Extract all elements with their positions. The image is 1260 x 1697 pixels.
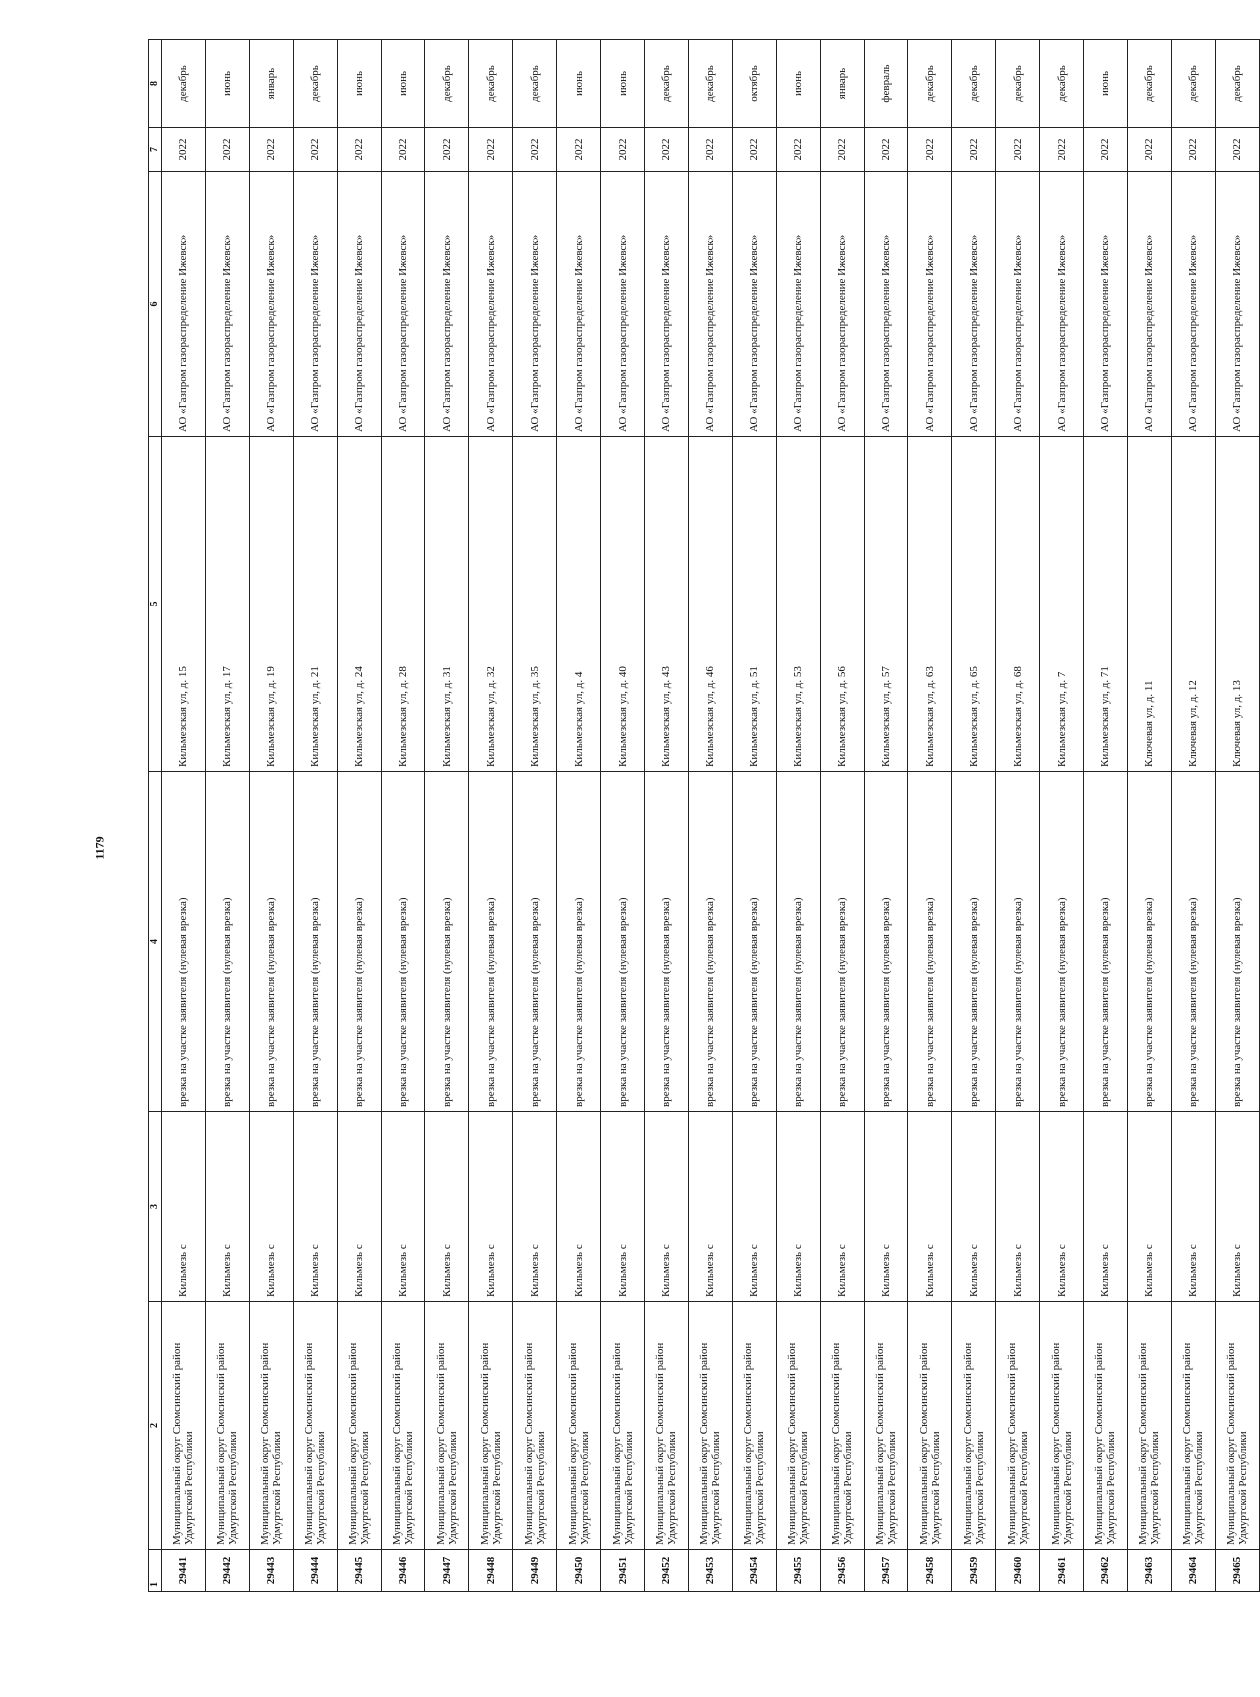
connection-type-cell: врезка на участке заявителя (нулевая врезка) (864, 772, 908, 1112)
municipality-cell: Муниципальный округ Сюмсинский район Удмуртской Республики (908, 1302, 952, 1550)
connection-type-cell: врезка на участке заявителя (нулевая врезка) (1040, 772, 1084, 1112)
organization-cell: АО «Газпром газораспределение Ижевск» (425, 172, 469, 437)
settlement-cell: Кильмезь с (293, 1112, 337, 1302)
address-cell: Ключевая ул, д. 12 (1171, 437, 1215, 772)
organization-cell: АО «Газпром газораспределение Ижевск» (1171, 172, 1215, 437)
connection-type-cell: врезка на участке заявителя (нулевая врезка) (425, 772, 469, 1112)
settlement-cell: Кильмезь с (1171, 1112, 1215, 1302)
table-row (1215, 40, 1259, 1592)
month-cell: декабрь (644, 40, 688, 128)
year-cell: 2022 (776, 128, 820, 172)
municipality-cell: Муниципальный округ Сюмсинский район Удмуртской Республики (688, 1302, 732, 1550)
municipality-cell: Муниципальный округ Сюмсинский район Удмуртской Республики (337, 1302, 381, 1550)
address-cell: Кильмезская ул, д. 43 (644, 437, 688, 772)
column-header: 6 (149, 172, 162, 437)
organization-cell: АО «Газпром газораспределение Ижевск» (513, 172, 557, 437)
table-row (557, 40, 601, 1592)
organization-cell: АО «Газпром газораспределение Ижевск» (644, 172, 688, 437)
table-row (952, 40, 996, 1592)
municipality-cell: Муниципальный округ Сюмсинский район Удмуртской Республики (996, 1302, 1040, 1550)
address-cell: Кильмезская ул, д. 31 (425, 437, 469, 772)
row-number-cell: 29446 (381, 1550, 425, 1592)
table-row (249, 40, 293, 1592)
municipality-cell: Муниципальный округ Сюмсинский район Удмуртской Республики (1127, 1302, 1171, 1550)
month-cell: июнь (337, 40, 381, 128)
connection-type-cell: врезка на участке заявителя (нулевая врезка) (1127, 772, 1171, 1112)
year-cell: 2022 (162, 128, 206, 172)
address-cell: Кильмезская ул, д. 28 (381, 437, 425, 772)
organization-cell: АО «Газпром газораспределение Ижевск» (908, 172, 952, 437)
address-cell: Ключевая ул, д. 11 (1127, 437, 1171, 772)
month-cell: декабрь (469, 40, 513, 128)
table-row (162, 40, 206, 1592)
month-cell: июнь (381, 40, 425, 128)
month-cell: январь (820, 40, 864, 128)
address-cell: Ключевая ул, д. 13 (1215, 437, 1259, 772)
table-row (776, 40, 820, 1592)
year-cell: 2022 (557, 128, 601, 172)
table-row (381, 40, 425, 1592)
organization-cell: АО «Газпром газораспределение Ижевск» (557, 172, 601, 437)
month-cell: декабрь (513, 40, 557, 128)
municipality-cell: Муниципальный округ Сюмсинский район Удмуртской Республики (732, 1302, 776, 1550)
month-cell: декабрь (1040, 40, 1084, 128)
year-cell: 2022 (820, 128, 864, 172)
settlement-cell: Кильмезь с (381, 1112, 425, 1302)
municipality-cell: Муниципальный округ Сюмсинский район Удмуртской Республики (425, 1302, 469, 1550)
connection-type-cell: врезка на участке заявителя (нулевая врезка) (820, 772, 864, 1112)
table-body (162, 40, 1260, 1592)
row-number-cell: 29455 (776, 1550, 820, 1592)
organization-cell: АО «Газпром газораспределение Ижевск» (820, 172, 864, 437)
table-row (205, 40, 249, 1592)
row-number-cell: 29448 (469, 1550, 513, 1592)
settlement-cell: Кильмезь с (1215, 1112, 1259, 1302)
organization-cell: АО «Газпром газораспределение Ижевск» (162, 172, 206, 437)
year-cell: 2022 (644, 128, 688, 172)
organization-cell: АО «Газпром газораспределение Ижевск» (952, 172, 996, 437)
column-number-row (149, 40, 162, 1592)
municipality-cell: Муниципальный округ Сюмсинский район Удмуртской Республики (601, 1302, 645, 1550)
row-number-cell: 29465 (1215, 1550, 1259, 1592)
month-cell: декабрь (425, 40, 469, 128)
settlement-cell: Кильмезь с (162, 1112, 206, 1302)
month-cell: июнь (557, 40, 601, 128)
connection-type-cell: врезка на участке заявителя (нулевая врезка) (908, 772, 952, 1112)
row-number-cell: 29457 (864, 1550, 908, 1592)
municipality-cell: Муниципальный округ Сюмсинский район Удмуртской Республики (557, 1302, 601, 1550)
year-cell: 2022 (249, 128, 293, 172)
year-cell: 2022 (732, 128, 776, 172)
year-cell: 2022 (381, 128, 425, 172)
organization-cell: АО «Газпром газораспределение Ижевск» (337, 172, 381, 437)
year-cell: 2022 (952, 128, 996, 172)
connection-type-cell: врезка на участке заявителя (нулевая врезка) (776, 772, 820, 1112)
month-cell: февраль (864, 40, 908, 128)
row-number-cell: 29458 (908, 1550, 952, 1592)
row-number-cell: 29450 (557, 1550, 601, 1592)
organization-cell: АО «Газпром газораспределение Ижевск» (381, 172, 425, 437)
column-header: 3 (149, 1112, 162, 1302)
row-number-cell: 29447 (425, 1550, 469, 1592)
organization-cell: АО «Газпром газораспределение Ижевск» (293, 172, 337, 437)
organization-cell: АО «Газпром газораспределение Ижевск» (776, 172, 820, 437)
row-number-cell: 29445 (337, 1550, 381, 1592)
address-cell: Кильмезская ул, д. 56 (820, 437, 864, 772)
year-cell: 2022 (688, 128, 732, 172)
month-cell: январь (249, 40, 293, 128)
year-cell: 2022 (1127, 128, 1171, 172)
connection-type-cell: врезка на участке заявителя (нулевая врезка) (293, 772, 337, 1112)
month-cell: декабрь (1215, 40, 1259, 128)
row-number-cell: 29460 (996, 1550, 1040, 1592)
settlement-cell: Кильмезь с (1084, 1112, 1128, 1302)
connection-type-cell: врезка на участке заявителя (нулевая врезка) (601, 772, 645, 1112)
address-cell: Кильмезская ул, д. 15 (162, 437, 206, 772)
table-row (688, 40, 732, 1592)
row-number-cell: 29449 (513, 1550, 557, 1592)
table-row (732, 40, 776, 1592)
month-cell: декабрь (1171, 40, 1215, 128)
connection-type-cell: врезка на участке заявителя (нулевая врезка) (205, 772, 249, 1112)
month-cell: декабрь (996, 40, 1040, 128)
row-number-cell: 29459 (952, 1550, 996, 1592)
year-cell: 2022 (864, 128, 908, 172)
address-cell: Кильмезская ул, д. 68 (996, 437, 1040, 772)
row-number-cell: 29442 (205, 1550, 249, 1592)
table-row (293, 40, 337, 1592)
table-row (820, 40, 864, 1592)
table-row (425, 40, 469, 1592)
settlement-cell: Кильмезь с (601, 1112, 645, 1302)
municipality-cell: Муниципальный округ Сюмсинский район Удмуртской Республики (644, 1302, 688, 1550)
settlement-cell: Кильмезь с (644, 1112, 688, 1302)
organization-cell: АО «Газпром газораспределение Ижевск» (1127, 172, 1171, 437)
address-cell: Кильмезская ул, д. 17 (205, 437, 249, 772)
organization-cell: АО «Газпром газораспределение Ижевск» (688, 172, 732, 437)
organization-cell: АО «Газпром газораспределение Ижевск» (1215, 172, 1259, 437)
address-cell: Кильмезская ул, д. 65 (952, 437, 996, 772)
rotated-table-frame (148, 40, 1260, 1592)
connection-type-cell: врезка на участке заявителя (нулевая врезка) (513, 772, 557, 1112)
table-row (1171, 40, 1215, 1592)
row-number-cell: 29464 (1171, 1550, 1215, 1592)
month-cell: июнь (205, 40, 249, 128)
settlement-cell: Кильмезь с (820, 1112, 864, 1302)
address-cell: Кильмезская ул, д. 32 (469, 437, 513, 772)
column-header: 1 (149, 1550, 162, 1592)
settlement-cell: Кильмезь с (908, 1112, 952, 1302)
address-cell: Кильмезская ул, д. 51 (732, 437, 776, 772)
row-number-cell: 29456 (820, 1550, 864, 1592)
table-container (148, 40, 1260, 1587)
address-cell: Кильмезская ул, д. 57 (864, 437, 908, 772)
month-cell: июнь (601, 40, 645, 128)
settlement-cell: Кильмезь с (688, 1112, 732, 1302)
table-row (908, 40, 952, 1592)
address-cell: Кильмезская ул, д. 53 (776, 437, 820, 772)
year-cell: 2022 (293, 128, 337, 172)
connection-type-cell: врезка на участке заявителя (нулевая врезка) (1084, 772, 1128, 1112)
organization-cell: АО «Газпром газораспределение Ижевск» (732, 172, 776, 437)
municipality-cell: Муниципальный округ Сюмсинский район Удмуртской Республики (864, 1302, 908, 1550)
month-cell: июнь (1084, 40, 1128, 128)
row-number-cell: 29451 (601, 1550, 645, 1592)
address-cell: Кильмезская ул, д. 24 (337, 437, 381, 772)
municipality-cell: Муниципальный округ Сюмсинский район Удмуртской Республики (776, 1302, 820, 1550)
row-number-cell: 29452 (644, 1550, 688, 1592)
municipality-cell: Муниципальный округ Сюмсинский район Удмуртской Республики (381, 1302, 425, 1550)
settlement-cell: Кильмезь с (952, 1112, 996, 1302)
row-number-cell: 29441 (162, 1550, 206, 1592)
month-cell: июнь (776, 40, 820, 128)
table-row (644, 40, 688, 1592)
column-header: 4 (149, 772, 162, 1112)
settlement-cell: Кильмезь с (557, 1112, 601, 1302)
row-number-cell: 29454 (732, 1550, 776, 1592)
settlement-cell: Кильмезь с (337, 1112, 381, 1302)
connection-type-cell: врезка на участке заявителя (нулевая врезка) (952, 772, 996, 1112)
year-cell: 2022 (908, 128, 952, 172)
municipality-cell: Муниципальный округ Сюмсинский район Удмуртской Республики (162, 1302, 206, 1550)
connection-type-cell: врезка на участке заявителя (нулевая врезка) (1171, 772, 1215, 1112)
address-cell: Кильмезская ул, д. 4 (557, 437, 601, 772)
year-cell: 2022 (996, 128, 1040, 172)
year-cell: 2022 (601, 128, 645, 172)
row-number-cell: 29453 (688, 1550, 732, 1592)
municipality-cell: Муниципальный округ Сюмсинский район Удмуртской Республики (1171, 1302, 1215, 1550)
settlement-cell: Кильмезь с (864, 1112, 908, 1302)
column-header: 8 (149, 40, 162, 128)
connection-type-cell: врезка на участке заявителя (нулевая врезка) (996, 772, 1040, 1112)
municipality-cell: Муниципальный округ Сюмсинский район Удмуртской Республики (820, 1302, 864, 1550)
year-cell: 2022 (205, 128, 249, 172)
municipality-cell: Муниципальный округ Сюмсинский район Удмуртской Республики (249, 1302, 293, 1550)
table-row (1127, 40, 1171, 1592)
address-cell: Кильмезская ул, д. 19 (249, 437, 293, 772)
year-cell: 2022 (1084, 128, 1128, 172)
organization-cell: АО «Газпром газораспределение Ижевск» (864, 172, 908, 437)
municipality-cell: Муниципальный округ Сюмсинский район Удмуртской Республики (469, 1302, 513, 1550)
year-cell: 2022 (337, 128, 381, 172)
connection-type-cell: врезка на участке заявителя (нулевая врезка) (249, 772, 293, 1112)
settlement-cell: Кильмезь с (425, 1112, 469, 1302)
settlement-cell: Кильмезь с (732, 1112, 776, 1302)
column-header: 5 (149, 437, 162, 772)
row-number-cell: 29462 (1084, 1550, 1128, 1592)
row-number-cell: 29461 (1040, 1550, 1084, 1592)
table-row (864, 40, 908, 1592)
address-cell: Кильмезская ул, д. 46 (688, 437, 732, 772)
month-cell: октябрь (732, 40, 776, 128)
connection-type-cell: врезка на участке заявителя (нулевая врезка) (162, 772, 206, 1112)
municipality-cell: Муниципальный округ Сюмсинский район Удмуртской Республики (1215, 1302, 1259, 1550)
address-cell: Кильмезская ул, д. 40 (601, 437, 645, 772)
month-cell: декабрь (162, 40, 206, 128)
year-cell: 2022 (425, 128, 469, 172)
settlement-cell: Кильмезь с (1040, 1112, 1084, 1302)
municipality-cell: Муниципальный округ Сюмсинский район Удмуртской Республики (205, 1302, 249, 1550)
year-cell: 2022 (513, 128, 557, 172)
month-cell: декабрь (952, 40, 996, 128)
settlement-cell: Кильмезь с (249, 1112, 293, 1302)
year-cell: 2022 (469, 128, 513, 172)
address-cell: Кильмезская ул, д. 63 (908, 437, 952, 772)
connection-type-cell: врезка на участке заявителя (нулевая врезка) (644, 772, 688, 1112)
municipality-cell: Муниципальный округ Сюмсинский район Удмуртской Республики (293, 1302, 337, 1550)
year-cell: 2022 (1215, 128, 1259, 172)
settlement-cell: Кильмезь с (205, 1112, 249, 1302)
table-row (601, 40, 645, 1592)
municipality-cell: Муниципальный округ Сюмсинский район Удмуртской Республики (1084, 1302, 1128, 1550)
year-cell: 2022 (1040, 128, 1084, 172)
month-cell: декабрь (293, 40, 337, 128)
month-cell: декабрь (688, 40, 732, 128)
settlement-cell: Кильмезь с (513, 1112, 557, 1302)
organization-cell: АО «Газпром газораспределение Ижевск» (1040, 172, 1084, 437)
column-header: 2 (149, 1302, 162, 1550)
table-row (1040, 40, 1084, 1592)
organization-cell: АО «Газпром газораспределение Ижевск» (1084, 172, 1128, 437)
month-cell: декабрь (908, 40, 952, 128)
connection-type-cell: врезка на участке заявителя (нулевая врезка) (557, 772, 601, 1112)
settlement-cell: Кильмезь с (776, 1112, 820, 1302)
settlement-cell: Кильмезь с (996, 1112, 1040, 1302)
address-cell: Кильмезская ул, д. 35 (513, 437, 557, 772)
column-header: 7 (149, 128, 162, 172)
table-row (337, 40, 381, 1592)
municipality-cell: Муниципальный округ Сюмсинский район Удмуртской Республики (513, 1302, 557, 1550)
connection-type-cell: врезка на участке заявителя (нулевая врезка) (469, 772, 513, 1112)
row-number-cell: 29463 (1127, 1550, 1171, 1592)
organization-cell: АО «Газпром газораспределение Ижевск» (996, 172, 1040, 437)
address-cell: Кильмезская ул, д. 21 (293, 437, 337, 772)
table-row (1084, 40, 1128, 1592)
year-cell: 2022 (1171, 128, 1215, 172)
connection-type-cell: врезка на участке заявителя (нулевая врезка) (1215, 772, 1259, 1112)
row-number-cell: 29443 (249, 1550, 293, 1592)
organization-cell: АО «Газпром газораспределение Ижевск» (205, 172, 249, 437)
organization-cell: АО «Газпром газораспределение Ижевск» (601, 172, 645, 437)
connection-type-cell: врезка на участке заявителя (нулевая врезка) (688, 772, 732, 1112)
connection-type-cell: врезка на участке заявителя (нулевая врезка) (381, 772, 425, 1112)
municipality-cell: Муниципальный округ Сюмсинский район Удмуртской Республики (1040, 1302, 1084, 1550)
month-cell: декабрь (1127, 40, 1171, 128)
organization-cell: АО «Газпром газораспределение Ижевск» (249, 172, 293, 437)
address-cell: Кильмезская ул, д. 71 (1084, 437, 1128, 772)
municipality-cell: Муниципальный округ Сюмсинский район Удмуртской Республики (952, 1302, 996, 1550)
table-row (996, 40, 1040, 1592)
table-row (469, 40, 513, 1592)
gasification-schedule-table (148, 39, 1260, 1592)
settlement-cell: Кильмезь с (469, 1112, 513, 1302)
row-number-cell: 29444 (293, 1550, 337, 1592)
settlement-cell: Кильмезь с (1127, 1112, 1171, 1302)
page-number-text: 1179 (92, 836, 107, 860)
address-cell: Кильмезская ул, д. 7 (1040, 437, 1084, 772)
table-row (513, 40, 557, 1592)
organization-cell: АО «Газпром газораспределение Ижевск» (469, 172, 513, 437)
connection-type-cell: врезка на участке заявителя (нулевая врезка) (337, 772, 381, 1112)
connection-type-cell: врезка на участке заявителя (нулевая врезка) (732, 772, 776, 1112)
